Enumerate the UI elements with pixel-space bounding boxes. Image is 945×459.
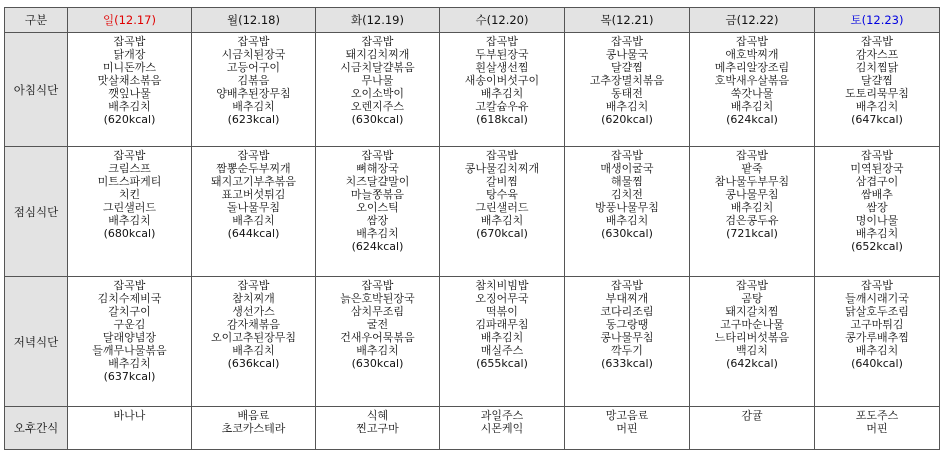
meal-cell — [192, 33, 316, 147]
calorie-value: (644kcal) — [227, 227, 280, 240]
menu-item: 잡곡밥 — [113, 149, 146, 162]
calorie-value: (624kcal) — [726, 113, 778, 126]
calorie-value: (630kcal) — [351, 357, 404, 370]
menu-item: 오이소박이 — [350, 87, 405, 100]
menu-item: 오징어무국 — [475, 292, 529, 305]
menu-item: 잡곡밥 — [237, 149, 270, 162]
menu-item: 양배추된장무침 — [216, 87, 291, 100]
menu-item: 호박새우살볶음 — [714, 74, 790, 87]
menu-item: 닭살호두조림 — [845, 305, 909, 318]
meal-cell — [690, 33, 815, 147]
header-day: 금(12.22) — [690, 8, 815, 33]
header-day: 일(12.17) — [68, 8, 192, 33]
meal-cell — [68, 277, 192, 407]
menu-item: 무나물 — [361, 74, 394, 87]
calorie-value: (652kcal) — [851, 240, 903, 253]
menu-item: 팥죽 — [741, 162, 763, 175]
menu-item: 새송이버섯구이 — [464, 74, 540, 87]
meal-cell — [815, 33, 940, 147]
menu-item: 코다리조림 — [600, 305, 654, 318]
calorie-value: (630kcal) — [601, 227, 653, 240]
menu-item: 쌈장 — [866, 201, 888, 214]
menu-item: 곰탕 — [741, 292, 763, 305]
menu-item: 동태전 — [611, 87, 643, 100]
meal-cell — [192, 407, 316, 450]
meal-cell — [690, 407, 815, 450]
meal-cell — [440, 147, 565, 277]
menu-item: 오이스틱 — [356, 201, 399, 214]
calorie-value: (624kcal) — [351, 240, 404, 253]
meal-cell — [68, 147, 192, 277]
menu-item: 짬뽕순두부찌개 — [216, 162, 291, 175]
menu-item: 돼지고기부추볶음 — [210, 175, 296, 188]
menu-item: 배추김치 — [730, 100, 774, 113]
menu-item: 참치찌개 — [232, 292, 275, 305]
calorie-value: (623kcal) — [227, 113, 280, 126]
menu-item: 고칼슘우유 — [475, 100, 529, 113]
meal-cell — [192, 277, 316, 407]
calorie-value: (620kcal) — [103, 113, 156, 126]
meal-cell — [565, 33, 690, 147]
menu-item: 굴전 — [366, 318, 389, 331]
header-day: 토(12.23) — [815, 8, 940, 33]
menu-item: 배추김치 — [356, 227, 399, 240]
menu-item: 배추김치 — [232, 100, 275, 113]
menu-item: 도토리묵무침 — [845, 87, 909, 100]
header-day: 수(12.20) — [440, 8, 565, 33]
calorie-value: (636kcal) — [227, 357, 280, 370]
meal-cell — [68, 407, 192, 450]
menu-item: 포도주스 — [855, 409, 899, 422]
meal-row — [5, 277, 940, 407]
menu-item: 표고버섯튀김 — [221, 188, 286, 201]
menu-item: 들깨무나물볶음 — [92, 344, 167, 357]
menu-item: 배추김치 — [605, 100, 649, 113]
calorie-value: (630kcal) — [351, 113, 404, 126]
menu-item: 잡곡밥 — [361, 279, 394, 292]
meal-cell — [815, 277, 940, 407]
menu-item: 시몬케익 — [480, 422, 524, 435]
meal-label: 아침식단 — [5, 33, 68, 147]
meal-cell — [316, 33, 440, 147]
menu-item: 잡곡밥 — [736, 279, 768, 292]
menu-item: 오렌지주스 — [350, 100, 405, 113]
menu-item: 잡곡밥 — [113, 279, 146, 292]
menu-item: 쌈배추 — [861, 188, 893, 201]
menu-item: 갈치구이 — [108, 305, 151, 318]
menu-item: 잡곡밥 — [611, 35, 643, 48]
meal-cell — [815, 147, 940, 277]
menu-item: 배추김치 — [480, 331, 524, 344]
menu-item: 배음료 — [237, 409, 270, 422]
menu-item: 맛살채소볶음 — [97, 74, 162, 87]
menu-item: 시금치된장국 — [221, 48, 286, 61]
menu-item: 쑥갓나물 — [730, 87, 774, 100]
menu-item: 크림스프 — [108, 162, 151, 175]
menu-item: 매실주스 — [480, 344, 524, 357]
menu-item: 잡곡밥 — [361, 149, 394, 162]
menu-item: 해물찜 — [611, 175, 643, 188]
menu-item: 잡곡밥 — [237, 279, 270, 292]
menu-item: 깻잎나물 — [108, 87, 151, 100]
menu-item: 방풍나물무침 — [595, 201, 659, 214]
menu-item: 떡볶이 — [486, 305, 518, 318]
calorie-value: (620kcal) — [601, 113, 653, 126]
calorie-value: (670kcal) — [476, 227, 528, 240]
menu-item: 잡곡밥 — [861, 149, 893, 162]
calorie-value: (721kcal) — [726, 227, 778, 240]
meal-label: 저녁식단 — [5, 277, 68, 407]
menu-item: 잡곡밥 — [486, 149, 518, 162]
menu-item: 검은콩두유 — [725, 214, 779, 227]
menu-item: 두부된장국 — [475, 48, 529, 61]
menu-item: 김치수제비국 — [97, 292, 162, 305]
meal-cell — [565, 407, 690, 450]
menu-item: 콩가루배추찜 — [845, 331, 909, 344]
header-label: 구분 — [5, 8, 68, 33]
menu-item: 김치전 — [611, 188, 643, 201]
menu-item: 초코카스테라 — [221, 422, 286, 435]
menu-item: 닭개장 — [113, 48, 146, 61]
menu-item: 콩나물무침 — [725, 188, 779, 201]
menu-item: 달걀찜 — [861, 74, 893, 87]
menu-item: 배추김치 — [855, 344, 899, 357]
calorie-value: (680kcal) — [103, 227, 156, 240]
menu-item: 머핀 — [866, 422, 888, 435]
meal-label: 오후간식 — [5, 407, 68, 450]
menu-item: 달걀찜 — [611, 61, 643, 74]
menu-item: 고추장멸치볶음 — [589, 74, 665, 87]
menu-item: 그린샐러드 — [102, 201, 157, 214]
menu-item: 배추김치 — [480, 87, 524, 100]
menu-item: 배추김치 — [232, 214, 275, 227]
menu-item: 동그랑땡 — [605, 318, 649, 331]
menu-item: 갈비찜 — [486, 175, 518, 188]
calorie-value: (655kcal) — [476, 357, 528, 370]
menu-item: 돌나물무침 — [226, 201, 281, 214]
menu-item: 마늘쫑볶음 — [350, 188, 405, 201]
menu-item: 배추김치 — [855, 100, 899, 113]
menu-item: 김파래무침 — [475, 318, 529, 331]
menu-item: 그린샐러드 — [475, 201, 529, 214]
menu-item: 잡곡밥 — [486, 35, 518, 48]
menu-item: 깍두기 — [611, 344, 643, 357]
menu-item: 삼겹구이 — [855, 175, 899, 188]
meal-cell — [440, 33, 565, 147]
menu-item: 참나물두부무침 — [714, 175, 790, 188]
calorie-value: (637kcal) — [103, 370, 156, 383]
meal-cell — [440, 407, 565, 450]
calorie-value: (633kcal) — [601, 357, 653, 370]
header-day: 월(12.18) — [192, 8, 316, 33]
menu-item: 들깨시래기국 — [845, 292, 909, 305]
meal-cell — [815, 407, 940, 450]
menu-item: 잡곡밥 — [861, 35, 893, 48]
menu-item: 미역된장국 — [850, 162, 904, 175]
menu-item: 과일주스 — [480, 409, 524, 422]
menu-item: 감자스프 — [855, 48, 899, 61]
menu-item: 메추리알장조림 — [714, 61, 790, 74]
menu-item: 잡곡밥 — [113, 35, 146, 48]
meal-row — [5, 147, 940, 277]
meal-cell — [565, 277, 690, 407]
menu-item: 잡곡밥 — [736, 35, 768, 48]
weekly-meal-table — [4, 7, 940, 450]
menu-item: 치킨 — [118, 188, 141, 201]
menu-item: 시금치달걀볶음 — [340, 61, 415, 74]
menu-item: 콩나물국 — [605, 48, 649, 61]
menu-item: 배추김치 — [108, 100, 151, 113]
menu-item: 잡곡밥 — [611, 149, 643, 162]
menu-item: 잡곡밥 — [361, 35, 394, 48]
meal-row — [5, 33, 940, 147]
meal-cell — [316, 147, 440, 277]
meal-row — [5, 407, 940, 450]
calorie-value: (640kcal) — [851, 357, 903, 370]
menu-item: 쌈장 — [366, 214, 389, 227]
menu-item: 김볶음 — [237, 74, 270, 87]
menu-item: 고등어구이 — [226, 61, 281, 74]
menu-item: 배추김치 — [605, 214, 649, 227]
menu-item: 명이나물 — [855, 214, 899, 227]
menu-item: 고구마순나물 — [720, 318, 784, 331]
meal-cell — [192, 147, 316, 277]
menu-item: 뼈해장국 — [356, 162, 399, 175]
menu-item: 잡곡밥 — [736, 149, 768, 162]
menu-item: 미니돈까스 — [102, 61, 157, 74]
calorie-value: (618kcal) — [476, 113, 528, 126]
header-day: 목(12.21) — [565, 8, 690, 33]
meal-cell — [316, 407, 440, 450]
menu-item: 배추김치 — [108, 357, 151, 370]
calorie-value: (642kcal) — [726, 357, 778, 370]
menu-item: 구운김 — [113, 318, 146, 331]
meal-cell — [68, 33, 192, 147]
header-day: 화(12.19) — [316, 8, 440, 33]
menu-item: 느타리버섯볶음 — [714, 331, 790, 344]
menu-item: 식혜 — [366, 409, 389, 422]
meal-cell — [440, 277, 565, 407]
header-row — [5, 8, 940, 33]
menu-item: 부대찌개 — [605, 292, 649, 305]
menu-item: 찐고구마 — [356, 422, 399, 435]
menu-item: 건새우어묵볶음 — [340, 331, 415, 344]
menu-item: 머핀 — [616, 422, 638, 435]
menu-item: 생선가스 — [232, 305, 275, 318]
menu-item: 김치찜닭 — [855, 61, 899, 74]
menu-item: 망고음료 — [605, 409, 649, 422]
meal-cell — [690, 147, 815, 277]
menu-item: 달래양념장 — [102, 331, 157, 344]
menu-item: 바나나 — [113, 409, 146, 422]
menu-item: 고구마튀김 — [850, 318, 904, 331]
menu-item: 참치비빔밥 — [475, 279, 529, 292]
meal-cell — [316, 277, 440, 407]
menu-item: 배추김치 — [232, 344, 275, 357]
menu-item: 배추김치 — [480, 214, 524, 227]
menu-item: 미트스파게티 — [97, 175, 162, 188]
menu-item: 늙은호박된장국 — [340, 292, 415, 305]
meal-label: 점심식단 — [5, 147, 68, 277]
menu-item: 감자채볶음 — [226, 318, 281, 331]
menu-item: 백김치 — [736, 344, 768, 357]
menu-item: 배추김치 — [108, 214, 151, 227]
menu-item: 배추김치 — [730, 201, 774, 214]
menu-item: 돼지갈치찜 — [725, 305, 779, 318]
menu-item: 애호박찌개 — [725, 48, 779, 61]
menu-item: 배추김치 — [855, 227, 899, 240]
menu-item: 매생이굴국 — [600, 162, 654, 175]
meal-cell — [565, 147, 690, 277]
menu-item: 돼지김치찌개 — [345, 48, 410, 61]
menu-item: 잡곡밥 — [861, 279, 893, 292]
menu-item: 치즈달걀말이 — [345, 175, 410, 188]
menu-item: 콩나물무침 — [600, 331, 654, 344]
calorie-value: (647kcal) — [851, 113, 903, 126]
menu-item: 잡곡밥 — [611, 279, 643, 292]
menu-item: 오이고추된장무침 — [210, 331, 296, 344]
menu-item: 배추김치 — [356, 344, 399, 357]
menu-item: 삼치무조림 — [350, 305, 405, 318]
menu-item: 감귤 — [741, 409, 763, 422]
menu-item: 콩나물김치찌개 — [464, 162, 540, 175]
menu-item: 잡곡밥 — [237, 35, 270, 48]
meal-cell — [690, 277, 815, 407]
menu-item: 탕수육 — [486, 188, 518, 201]
menu-item: 흰살생선찜 — [475, 61, 529, 74]
